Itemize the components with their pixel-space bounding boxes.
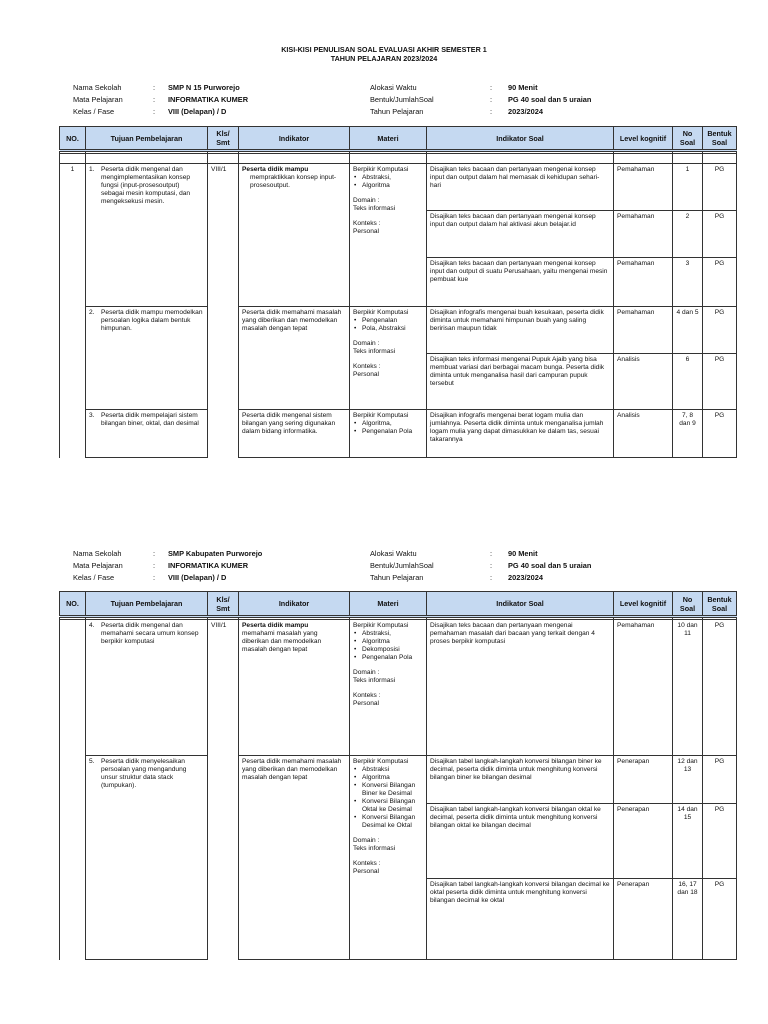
materi-cell xyxy=(350,756,427,960)
col-tujuan: Tujuan Pembelajaran xyxy=(86,127,208,151)
info-key: Tahun Pelajaran xyxy=(370,573,424,582)
school-info-right xyxy=(370,82,591,118)
materi-konteks: Konteks : xyxy=(353,363,381,371)
col-no-soal: No Soal xyxy=(673,127,703,151)
table-row xyxy=(60,307,737,354)
info-key: Mata Pelajaran xyxy=(73,561,123,570)
info-sep: : xyxy=(490,561,493,570)
indikator-soal-cell: Disajikan teks bacaan dan pertanyaan mengenai konsep input dan output dalam hal aktivasi akun belajar.id xyxy=(427,211,614,258)
col-tujuan: Tujuan Pembelajaran xyxy=(86,592,208,617)
info-key: Nama Sekolah xyxy=(73,549,122,558)
no-soal-cell: 10 dan 11 xyxy=(673,620,703,756)
info-value: INFORMATIKA KUMER xyxy=(168,95,249,104)
tp-text: Peserta didik mengenal dan memahami secara umum konsep berpikir komputasi xyxy=(101,622,199,646)
materi-item: • Pengenalan xyxy=(353,317,423,325)
indikator-cell: Peserta didik memahami masalah yang diberikan dan memodelkan masalah dengan tepat xyxy=(239,307,350,410)
materi-konteks-value: Personal xyxy=(353,371,380,379)
table-header-row xyxy=(60,592,737,617)
info-sep: : xyxy=(490,107,493,116)
materi-domain-value: Teks informasi xyxy=(353,845,396,853)
materi-item: • Pengenalan Pola xyxy=(353,654,423,662)
info-sep: : xyxy=(153,561,156,570)
table-header-row xyxy=(60,127,737,151)
indikator-soal-cell: Disajikan infografis mengenai buah kesukaan, peserta didik diminta untuk memahami himpunan buah yang saling beririsan maupun tidak xyxy=(427,307,614,354)
materi-cell xyxy=(350,620,427,756)
indikator-cell: Peserta didik mengenal sistem bilangan yang sering digunakan dalam bidang informatika. xyxy=(239,410,350,458)
tujuan-cell xyxy=(86,620,208,756)
indikator-soal-cell: Disajikan teks informasi mengenai Pupuk Ajaib yang bisa membuat variasi dari berbagai macam bunga. Peserta didik diminta untuk menganalisa hasil dari campuran pupuk tersebut xyxy=(427,354,614,410)
materi-domain: Domain : xyxy=(353,340,380,348)
indikator-soal-cell: Disajikan infografis mengenai berat logam mulia dan jumlahnya. Peserta didik diminta untuk menganalisa jumlah logam mulia yang dapat dimasukkan ke dalam tas, sesuai takarannya xyxy=(427,410,614,458)
info-value: VIII (Delapan) / D xyxy=(168,573,227,582)
materi-item: • Algoritma xyxy=(353,182,423,190)
tujuan-cell xyxy=(86,307,208,410)
info-key: Kelas / Fase xyxy=(73,107,115,116)
materi-item: • Algoritma xyxy=(353,638,423,646)
no-soal-cell: 4 dan 5 xyxy=(673,307,703,354)
bentuk-cell: PG xyxy=(703,804,737,879)
col-materi: Materi xyxy=(350,592,427,617)
col-kls: Kls/ Smt xyxy=(208,127,239,151)
bentuk-cell: PG xyxy=(703,164,737,211)
no-soal-cell: 12 dan 13 xyxy=(673,756,703,804)
indikator-cell: Peserta didik memahami masalah yang diberikan dan memodelkan masalah dengan tepat xyxy=(239,756,350,960)
indikator-cell xyxy=(239,620,350,756)
level-cell: Pemahaman xyxy=(614,211,673,258)
doc-subtitle: TAHUN PELAJARAN 2023/2024 xyxy=(330,54,438,63)
level-cell: Penerapan xyxy=(614,879,673,960)
materi-domain-value: Teks informasi xyxy=(353,348,396,356)
bentuk-cell: PG xyxy=(703,211,737,258)
level-cell: Penerapan xyxy=(614,756,673,804)
info-key: Bentuk/JumlahSoal xyxy=(370,561,434,570)
col-indikator-soal: Indikator Soal xyxy=(427,127,614,151)
col-bentuk: Bentuk Soal xyxy=(703,127,737,151)
materi-konteks-value: Personal xyxy=(353,868,380,876)
bentuk-cell: PG xyxy=(703,620,737,756)
info-sep: : xyxy=(490,83,493,92)
row-number xyxy=(60,620,86,960)
info-key: Mata Pelajaran xyxy=(73,95,123,104)
indikator-soal-cell: Disajikan teks bacaan dan pertanyaan mengenai konsep input dan output dalam hal memasak di kehidupan sehari-hari xyxy=(427,164,614,211)
tujuan-cell xyxy=(86,164,208,307)
ind-bold: Peserta didik mampu xyxy=(242,166,309,173)
kls-cell: VIII/1 xyxy=(208,620,239,960)
materi-item: • Abstraksi, xyxy=(353,630,423,638)
materi-item: • Pengenalan Pola xyxy=(353,428,423,436)
table-row xyxy=(60,756,737,804)
tp-text: Peserta didik mampu memodelkan persoalan logika dalam bentuk himpunan. xyxy=(101,309,203,333)
info-sep: : xyxy=(153,107,156,116)
materi-konteks-value: Personal xyxy=(353,700,380,708)
materi-item: • Abstraksi xyxy=(353,766,423,774)
materi-domain: Domain : xyxy=(353,197,380,205)
indikator-soal-cell: Disajikan teks bacaan dan pertanyaan mengenai pemahaman masalah dari bacaan yang terkait dengan 4 proses berpikir komputasi xyxy=(427,620,614,756)
materi-konteks: Konteks : xyxy=(353,860,381,868)
col-bentuk: Bentuk Soal xyxy=(703,592,737,617)
materi-cell xyxy=(350,307,427,410)
bentuk-cell: PG xyxy=(703,756,737,804)
materi-konteks: Konteks : xyxy=(353,692,381,700)
info-value: PG 40 soal dan 5 uraian xyxy=(508,95,592,104)
level-cell: Analisis xyxy=(614,410,673,458)
materi-head: Berpikir Komputasi xyxy=(353,622,409,629)
tp-num: 3. xyxy=(89,412,95,419)
materi-domain: Domain : xyxy=(353,837,380,845)
info-key: Tahun Pelajaran xyxy=(370,107,424,116)
info-value: SMP Kabupaten Purworejo xyxy=(168,549,263,558)
tp-text: Peserta didik menyelesaikan persoalan yang mengandung unsur struktur data stack (tumpukan). xyxy=(101,758,187,790)
ind-bold: Peserta didik mampu xyxy=(242,622,309,629)
ind-text: mempraktikkan konsep input-prosesoutput. xyxy=(250,174,337,190)
no-soal-cell: 14 dan 15 xyxy=(673,804,703,879)
materi-item: • Algoritma, xyxy=(353,420,423,428)
info-sep: : xyxy=(490,95,493,104)
bentuk-cell: PG xyxy=(703,354,737,410)
info-value: 90 Menit xyxy=(508,549,538,558)
materi-cell xyxy=(350,164,427,307)
materi-item: • Konversi Bilangan Desimal ke Oktal xyxy=(353,814,423,830)
col-indikator-soal: Indikator Soal xyxy=(427,592,614,617)
level-cell: Pemahaman xyxy=(614,307,673,354)
col-materi: Materi xyxy=(350,127,427,151)
info-key: Bentuk/JumlahSoal xyxy=(370,95,434,104)
school-info-left xyxy=(73,82,248,118)
tp-text: Peserta didik mengenal dan mengimplementasikan konsep fungsi (input-prosesoutput) sebagai mesin komputasi, dan mengeksekusi mesin. xyxy=(101,166,191,206)
materi-konteks-value: Personal xyxy=(353,228,380,236)
materi-domain: Domain : xyxy=(353,669,380,677)
level-cell: Pemahaman xyxy=(614,258,673,307)
indikator-soal-cell: Disajikan tabel langkah-langkah konversi bilangan oktal ke decimal, peserta didik diminta untuk menghitung konversi bilangan oktal ke bilangan decimal xyxy=(427,804,614,879)
materi-item: • Abstraksi, xyxy=(353,174,423,182)
info-value: 2023/2024 xyxy=(508,107,543,116)
col-level: Level kognitif xyxy=(614,592,673,617)
row-number: 1 xyxy=(60,164,86,458)
level-cell: Analisis xyxy=(614,354,673,410)
info-value: PG 40 soal dan 5 uraian xyxy=(508,561,592,570)
materi-item: • Konversi Bilangan Biner ke Desimal xyxy=(353,782,423,798)
no-soal-cell: 3 xyxy=(673,258,703,307)
level-cell: Pemahaman xyxy=(614,620,673,756)
info-value: 90 Menit xyxy=(508,83,538,92)
materi-head: Berpikir Komputasi xyxy=(353,758,409,765)
tujuan-cell xyxy=(86,756,208,960)
materi-item: • Algoritma xyxy=(353,774,423,782)
kisi-table-1 xyxy=(59,126,737,458)
info-value: INFORMATIKA KUMER xyxy=(168,561,249,570)
materi-cell xyxy=(350,410,427,458)
materi-head: Berpikir Komputasi xyxy=(353,166,409,173)
tp-num: 4. xyxy=(89,622,95,629)
no-soal-cell: 6 xyxy=(673,354,703,410)
materi-konteks: Konteks : xyxy=(353,220,381,228)
col-no-soal: No Soal xyxy=(673,592,703,617)
bentuk-cell: PG xyxy=(703,258,737,307)
school-info-right-2 xyxy=(370,548,591,584)
tp-text: Peserta didik mempelajari sistem bilangan biner, oktal, dan desimal xyxy=(101,412,199,428)
info-key: Nama Sekolah xyxy=(73,83,122,92)
materi-item: • Dekomposisi xyxy=(353,646,423,654)
col-kls: Kls/ Smt xyxy=(208,592,239,617)
info-sep: : xyxy=(153,83,156,92)
col-indikator: Indikator xyxy=(239,127,350,151)
tujuan-cell xyxy=(86,410,208,458)
indikator-cell xyxy=(239,164,350,307)
bentuk-cell: PG xyxy=(703,307,737,354)
table-row xyxy=(60,164,737,211)
info-sep: : xyxy=(153,549,156,558)
indikator-soal-cell: Disajikan tabel langkah-langkah konversi bilangan decimal ke oktal peserta didik diminta untuk menghitung konversi bilangan decimal ke oktal xyxy=(427,879,614,960)
info-sep: : xyxy=(153,95,156,104)
bentuk-cell: PG xyxy=(703,410,737,458)
table-row xyxy=(60,410,737,458)
materi-item: • Pola, Abstraksi xyxy=(353,325,423,333)
info-sep: : xyxy=(153,573,156,582)
no-soal-cell: 16, 17 dan 18 xyxy=(673,879,703,960)
col-indikator: Indikator xyxy=(239,592,350,617)
ind-text: memahami masalah yang diberikan dan memodelkan masalah dengan tepat xyxy=(242,630,322,654)
indikator-soal-cell: Disajikan tabel langkah-langkah konversi bilangan biner ke decimal, peserta didik diminta untuk menghitung konversi bilangan biner ke bilangan desimal xyxy=(427,756,614,804)
no-soal-cell: 2 xyxy=(673,211,703,258)
info-sep: : xyxy=(490,573,493,582)
col-no: NO. xyxy=(60,127,86,151)
info-key: Alokasi Waktu xyxy=(370,83,417,92)
level-cell: Penerapan xyxy=(614,804,673,879)
info-value: SMP N 15 Purworejo xyxy=(168,83,240,92)
indikator-soal-cell: Disajikan teks bacaan dan pertanyaan mengenai konsep input dan output di suatu Perusahaan, yaitu mengenai mesin pembuat kue xyxy=(427,258,614,307)
info-key: Kelas / Fase xyxy=(73,573,115,582)
materi-head: Berpikir Komputasi xyxy=(353,309,409,316)
doc-title: KISI-KISI PENULISAN SOAL EVALUASI AKHIR SEMESTER 1 xyxy=(281,45,487,54)
info-key: Alokasi Waktu xyxy=(370,549,417,558)
info-sep: : xyxy=(490,549,493,558)
no-soal-cell: 7, 8 dan 9 xyxy=(673,410,703,458)
info-value: 2023/2024 xyxy=(508,573,543,582)
kls-cell: VIII/1 xyxy=(208,164,239,458)
no-soal-cell: 1 xyxy=(673,164,703,211)
info-value: VIII (Delapan) / D xyxy=(168,107,227,116)
materi-domain-value: Teks informasi xyxy=(353,205,396,213)
materi-head: Berpikir Komputasi xyxy=(353,412,409,419)
school-info-left-2 xyxy=(73,548,262,584)
kisi-table-2 xyxy=(59,591,737,960)
level-cell: Pemahaman xyxy=(614,164,673,211)
tp-num: 1. xyxy=(89,166,95,173)
bentuk-cell: PG xyxy=(703,879,737,960)
col-no: NO. xyxy=(60,592,86,617)
materi-item: • Konversi Bilangan Oktal ke Desimal xyxy=(353,798,423,814)
tp-num: 2. xyxy=(89,309,95,316)
tp-num: 5. xyxy=(89,758,95,765)
col-level: Level kognitif xyxy=(614,127,673,151)
materi-domain-value: Teks informasi xyxy=(353,677,396,685)
table-row xyxy=(60,620,737,756)
